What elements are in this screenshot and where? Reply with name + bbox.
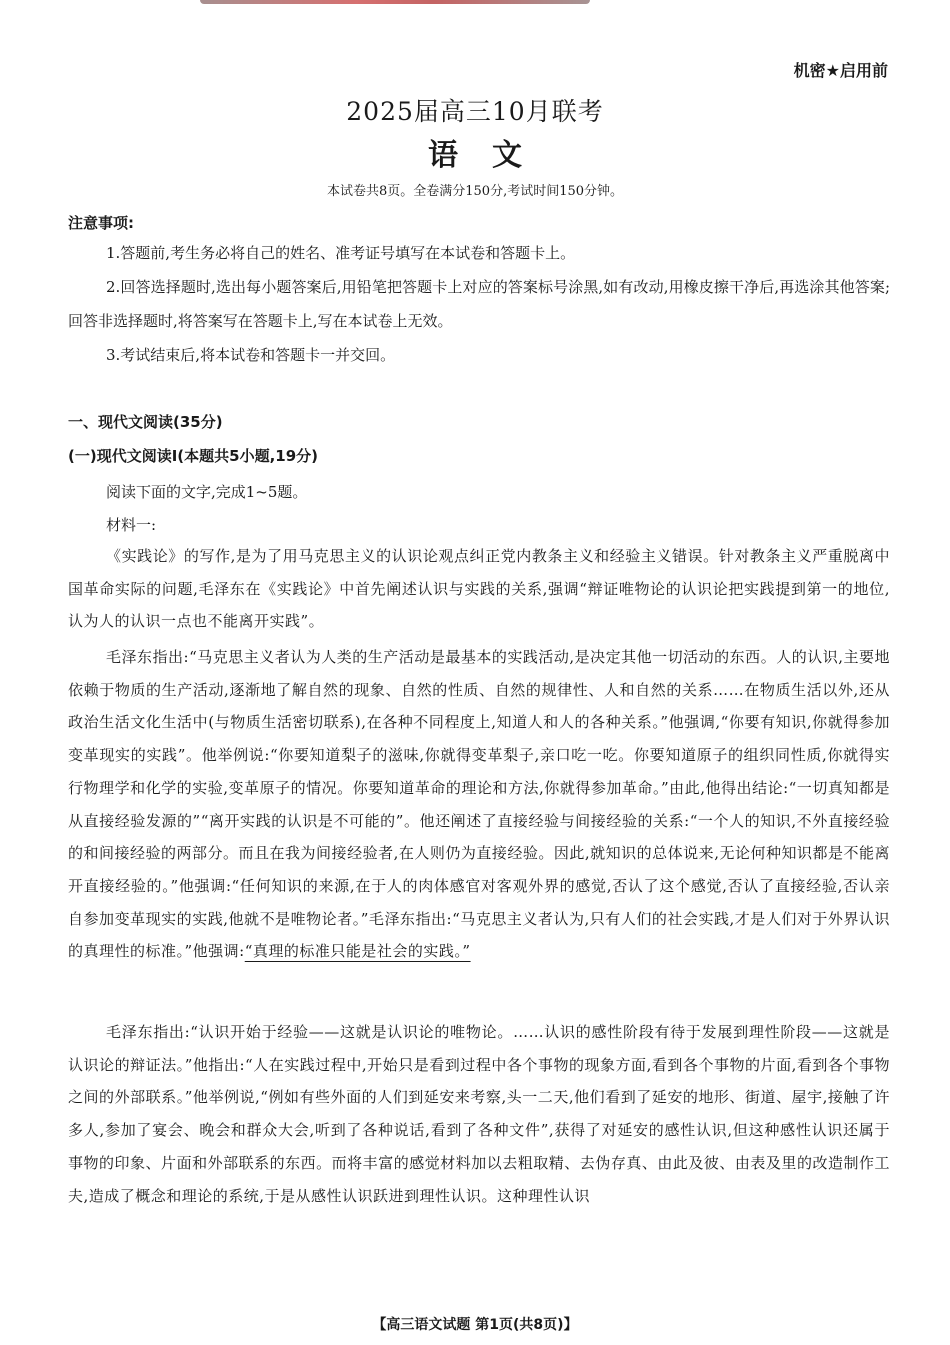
exam-info: 本试卷共8页。全卷满分150分,考试时间150分钟。: [326, 184, 624, 199]
section-heading: 一、现代文阅读(35分): [68, 413, 223, 431]
scan-top-edge: [200, 0, 590, 4]
passage-paragraph-1: 《实践论》的写作,是为了用马克思主义的认识论观点纠正党内教条主义和经验主义错误。针对教条主义严重脱离中国革命实际的问题,毛泽东在《实践论》中首先阐述认识与实践的关系,强调“辩证唯物论的认识论把实践提到第一的地位,认为人的认识一点也不能离开实践”。: [68, 547, 890, 631]
passage-paragraph-3: 毛泽东指出:“认识开始于经验——这就是认识论的唯物论。……认识的感性阶段有待于发展到理性阶段——这就是认识论的辩证法。”他指出:“人在实践过程中,开始只是看到过程中各个事物的现象方面,看到各个事物的片面,看到各个事物之间的外部联系。”他举例说,“例如有些外面的人们到延安来考察,头一二天,他们看到了延安的地形、街道、屋宇,接触了许多人,参加了宴会、晚会和群众大会,听到了各种说话,看到了各种文件”,获得了对延安的感性认识,但这种感性认识还属于事物的印象、片面和外部联系的东西。而将丰富的感觉材料加以去粗取精、去伪存真、由此及彼、由表及里的改造制作工夫,造成了概念和理论的系统,于是从感性认识跃进到理性认识。这种理性认识: [68, 1023, 890, 1205]
page-footer: 【高三语文试题 第1页(共8页)】: [372, 1317, 578, 1333]
notice-title: 注意事项:: [68, 214, 134, 232]
exam-title: 2025届高三10月联考: [346, 97, 604, 126]
notice-item-2: 2.回答选择题时,选出每小题答案后,用铅笔把答题卡上对应的答案标号涂黑,如有改动,用橡皮擦干净后,再选涂其他答案;回答非选择题时,将答案写在答题卡上,写在本试卷上无效。: [68, 278, 890, 330]
notice-item-1: 1.答题前,考生务必将自己的姓名、准考证号填写在本试卷和答题卡上。: [106, 244, 576, 262]
confidential-label: 机密★启用前: [793, 61, 888, 80]
reading-instruction: 阅读下面的文字,完成1~5题。: [106, 483, 308, 501]
sub-section-heading: (一)现代文阅读Ⅰ(本题共5小题,19分): [68, 447, 319, 465]
underlined-quote: “真理的标准只能是社会的实践。”: [244, 942, 471, 961]
subject-title: 语文: [428, 138, 556, 173]
passage-paragraph-2: [68, 641, 890, 968]
material-label: 材料一:: [106, 516, 157, 534]
notice-item-3: 3.考试结束后,将本试卷和答题卡一并交回。: [106, 346, 396, 364]
passage-paragraph-2-text: 毛泽东指出:“马克思主义者认为人类的生产活动是最基本的实践活动,是决定其他一切活动的东西。人的认识,主要地依赖于物质的生产活动,逐渐地了解自然的现象、自然的性质、自然的规律性、人和自然的关系……在物质生活以外,还从政治生活文化生活中(与物质生活密切联系),在各种不同程度上,知道人和人的各种关系。”他强调,“你要有知识,你就得参加变革现实的实践”。他举例说:“你要知道梨子的滋味,你就得变革梨子,亲口吃一吃。你要知道原子的组织同性质,你就得实行物理学和化学的实验,变革原子的情况。你要知道革命的理论和方法,你就得参加革命。”由此,他得出结论:“一切真知都是从直接经验发源的”“离开实践的认识是不可能的”。他还阐述了直接经验与间接经验的关系:“一个人的知识,不外直接经验的和间接经验的两部分。而且在我为间接经验者,在人则仍为直接经验。因此,就知识的总体说来,无论何种知识都是不能离开直接经验的。”他强调:“任何知识的来源,在于人的肉体感官对客观外界的感觉,否认了这个感觉,否认了直接经验,否认亲自参加变革现实的实践,他就不是唯物论者。”毛泽东指出:“马克思主义者认为,只有人们的社会实践,才是人们对于外界认识的真理性的标准。”他强调:: [68, 648, 890, 961]
